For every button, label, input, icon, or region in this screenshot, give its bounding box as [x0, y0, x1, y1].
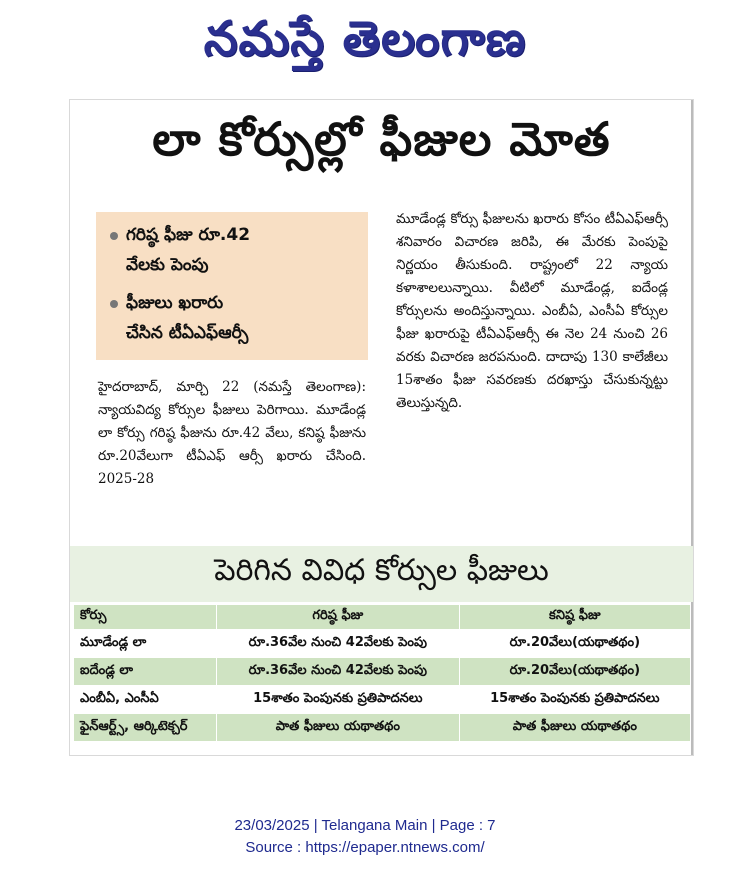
headline: లా కోర్సుల్లో ఫీజుల మోత [152, 112, 611, 166]
bullet-icon [110, 232, 118, 240]
table-row [74, 658, 691, 686]
table-cell: 15శాతం పెంపునకు ప్రతిపాదనలు [217, 686, 460, 714]
table-row [74, 630, 691, 658]
table-title: పెరిగిన వివిధ కోర్సుల ఫీజులు [70, 546, 693, 602]
fee-table [74, 605, 691, 742]
table-header-cell: గరిష్ఠ ఫీజు [217, 605, 460, 630]
highlight-line: వేలకు పెంపు [126, 255, 209, 275]
highlight-line: ఫీజులు ఖరారు [126, 293, 224, 313]
table-cell: ఐదేండ్ల లా [74, 658, 217, 686]
highlights-box [96, 212, 368, 360]
table-cell: పాత ఫీజులు యథాతథం [459, 714, 690, 742]
table-cell: మూడేండ్ల లా [74, 630, 217, 658]
table-header-cell: కోర్సు [74, 605, 217, 630]
highlight-item [126, 220, 336, 280]
table-cell: రూ.36వేల నుంచి 42వేలకు పెంపు [217, 630, 460, 658]
table-header-row [74, 605, 691, 630]
article-body-left: హైదరాబాద్, మార్చి 22 (నమస్తే తెలంగాణ): న్యాయవిద్య కోర్సుల ఫీజులు పెరిగాయి. మూడేండ్ల లా కోర్సు గరిష్ఠ ఫీజును రూ.42 వేలు, కనిష్ఠ ఫీజును రూ.20వేలుగా టీఏఎఫ్ ఆర్సీ ఖరారు చేసింది. 2025-28 [98, 379, 366, 487]
table-cell: ఎంబీఏ, ఎంసీఏ [74, 686, 217, 714]
edition-info: 23/03/2025 | Telangana Main | Page : 7 [234, 817, 496, 834]
news-clipping [70, 100, 693, 755]
article-body-right: మూడేండ్ల కోర్సు ఫీజులను ఖరారు కోసం టీఏఎఫ్ఆర్సీ శనివారం విచారణ జరిపి, ఈ మేరకు పెంపుపై నిర్ణయం తీసుకుంది. రాష్ట్రంలో 22 న్యాయ కళాశాలలున్నాయి. వీటిలో మూడేండ్ల, ఐదేండ్ల కోర్సులను అందిస్తున్నాయి. ఎంబీఏ, ఎంసీఏ కోర్సుల ఫీజు ఖరారుపై టీఏఎఫ్ఆర్సీ ఈ నెల 24 నుంచి 26 వరకు విచారణ జరపనుంది. దాదాపు 130 కాలేజీలు 15శాతం ఫీజు సవరణకు దరఖాస్తు చేసుకున్నట్టు తెలుస్తున్నది. [396, 211, 668, 411]
table-cell: ఫైన్ఆర్ట్స్, ఆర్కిటెక్చర్ [74, 714, 217, 742]
table-row [74, 686, 691, 714]
highlight-line: గరిష్ఠ ఫీజు రూ.42 [126, 225, 251, 245]
table-header-cell: కనిష్ఠ ఫీజు [459, 605, 690, 630]
highlight-item [126, 288, 336, 348]
table-cell: రూ.20వేలు(యథాతథం) [459, 658, 690, 686]
source-link[interactable]: Source : https://epaper.ntnews.com/ [245, 839, 485, 856]
newspaper-logo: నమస్తే తెలంగాణ [203, 11, 527, 67]
highlight-line: చేసిన టీఏఎఫ్‌ఆర్సీ [126, 323, 249, 343]
table-row [74, 714, 691, 742]
masthead [0, 0, 730, 90]
table-cell: రూ.20వేలు(యథాతథం) [459, 630, 690, 658]
table-cell: రూ.36వేల నుంచి 42వేలకు పెంపు [217, 658, 460, 686]
page-footer [0, 815, 730, 859]
table-cell: 15శాతం పెంపునకు ప్రతిపాదనలు [459, 686, 690, 714]
bullet-icon [110, 300, 118, 308]
table-cell: పాత ఫీజులు యథాతథం [217, 714, 460, 742]
